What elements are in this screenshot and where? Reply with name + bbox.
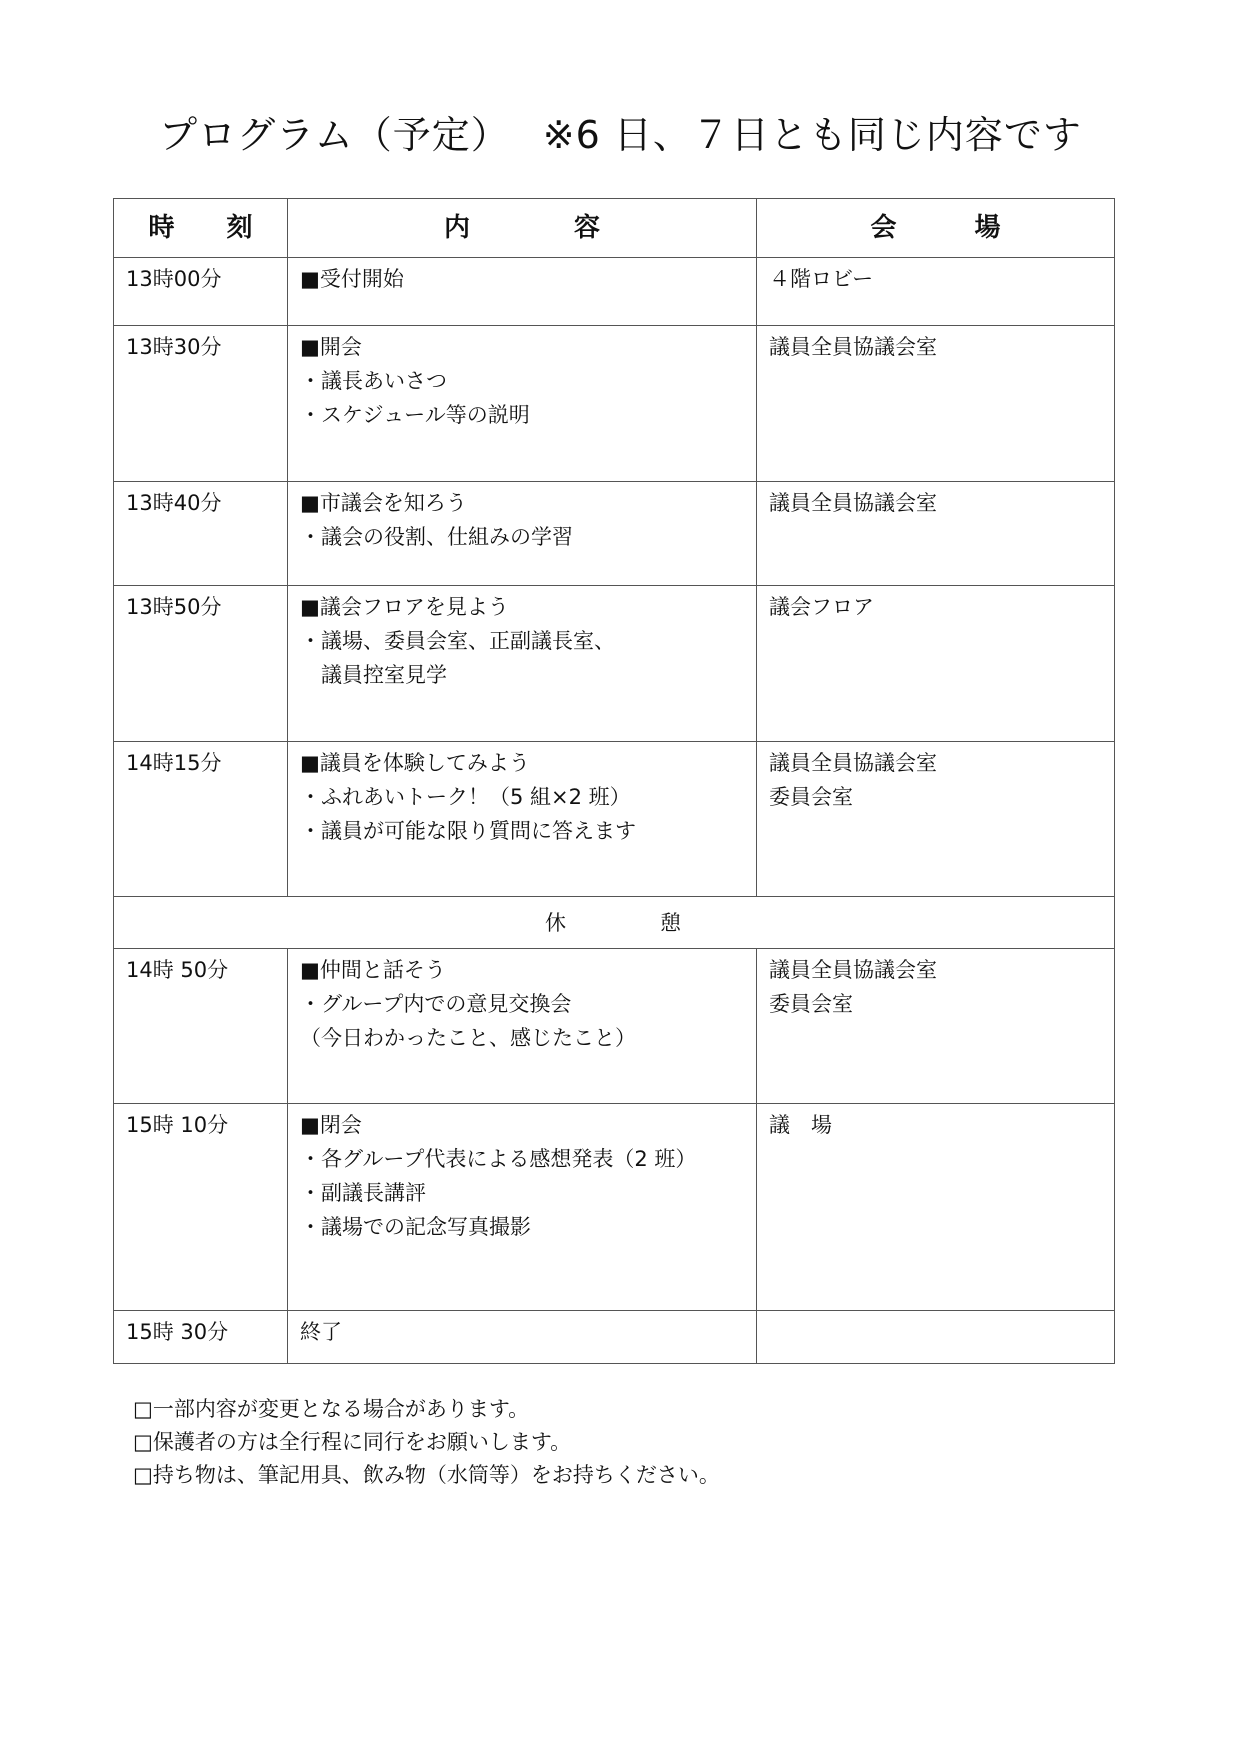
time-cell: 13時50分 (114, 586, 288, 742)
content-cell (288, 949, 757, 1104)
break-label: 休 憩 (114, 897, 1115, 949)
content-line: ■議員を体験してみよう (300, 751, 530, 775)
content-line: （今日わかったこと、感じたこと） (300, 1026, 636, 1050)
content-cell (288, 326, 757, 482)
venue-line: 議員全員協議会室 (769, 335, 937, 359)
venue-cell (757, 482, 1115, 586)
table-row (114, 586, 1115, 742)
content-line: ■仲間と話そう (300, 958, 446, 982)
content-line: ■市議会を知ろう (300, 491, 467, 515)
notes (133, 1393, 720, 1492)
header-venue: 会 場 (757, 199, 1115, 258)
table-row (114, 258, 1115, 326)
content-line: 終了 (300, 1320, 342, 1344)
venue-cell (757, 1104, 1115, 1311)
note: □保護者の方は全行程に同行をお願いします。 (133, 1430, 572, 1454)
content-cell (288, 482, 757, 586)
content-cell (288, 586, 757, 742)
table-row (114, 482, 1115, 586)
time-cell: 13時00分 (114, 258, 288, 326)
content-line: ・議場での記念写真撮影 (300, 1215, 531, 1239)
venue-line: 議員全員協議会室 (769, 958, 937, 982)
time-cell: 13時30分 (114, 326, 288, 482)
content-line: ■開会 (300, 335, 362, 359)
time-cell: 13時40分 (114, 482, 288, 586)
table-row (114, 1311, 1115, 1364)
venue-line: 議員全員協議会室 (769, 491, 937, 515)
content-line: ■受付開始 (300, 267, 404, 291)
content-cell (288, 742, 757, 897)
content-line: ・議員が可能な限り質問に答えます (300, 819, 636, 843)
venue-line: 議 場 (769, 1113, 832, 1137)
note: □持ち物は、筆記用具、飲み物（水筒等）をお持ちください。 (133, 1463, 720, 1487)
note: □一部内容が変更となる場合があります。 (133, 1397, 530, 1421)
venue-cell (757, 326, 1115, 482)
content-line: ・副議長講評 (300, 1181, 426, 1205)
table-row (114, 949, 1115, 1104)
venue-line: 議員全員協議会室 (769, 751, 937, 775)
header-time: 時 刻 (114, 199, 288, 258)
time-cell: 14時15分 (114, 742, 288, 897)
table-header-row (114, 199, 1115, 258)
venue-line: ４階ロビー (769, 267, 874, 291)
program-table (113, 198, 1115, 1364)
table-row (114, 1104, 1115, 1311)
content-line: ・議場、委員会室、正副議長室、 (300, 629, 615, 653)
time-cell: 14時 50分 (114, 949, 288, 1104)
header-content: 内 容 (288, 199, 757, 258)
content-line: ・議長あいさつ (300, 369, 447, 393)
time-cell: 15時 30分 (114, 1311, 288, 1364)
content-line: ・グループ内での意見交換会 (300, 992, 572, 1016)
break-row (114, 897, 1115, 949)
page-title: プログラム（予定） ※6 日、７日とも同じ内容です (159, 113, 1082, 157)
venue-line: 委員会室 (769, 992, 853, 1016)
venue-cell (757, 949, 1115, 1104)
content-cell (288, 1104, 757, 1311)
content-line: ・議会の役割、仕組みの学習 (300, 525, 573, 549)
content-line: 議員控室見学 (300, 663, 447, 687)
content-line: ・スケジュール等の説明 (300, 403, 530, 427)
content-cell (288, 258, 757, 326)
venue-cell (757, 742, 1115, 897)
venue-line: 議会フロア (769, 595, 874, 619)
content-line: ・ふれあいトーク！（5 組×2 班） (300, 785, 631, 809)
table-row (114, 742, 1115, 897)
venue-cell (757, 1311, 1115, 1364)
venue-cell (757, 258, 1115, 326)
time-cell: 15時 10分 (114, 1104, 288, 1311)
content-line: ・各グループ代表による感想発表（2 班） (300, 1147, 697, 1171)
content-line: ■閉会 (300, 1113, 362, 1137)
content-line: ■議会フロアを見よう (300, 595, 509, 619)
venue-cell (757, 586, 1115, 742)
content-cell (288, 1311, 757, 1364)
table-row (114, 326, 1115, 482)
venue-line: 委員会室 (769, 785, 853, 809)
